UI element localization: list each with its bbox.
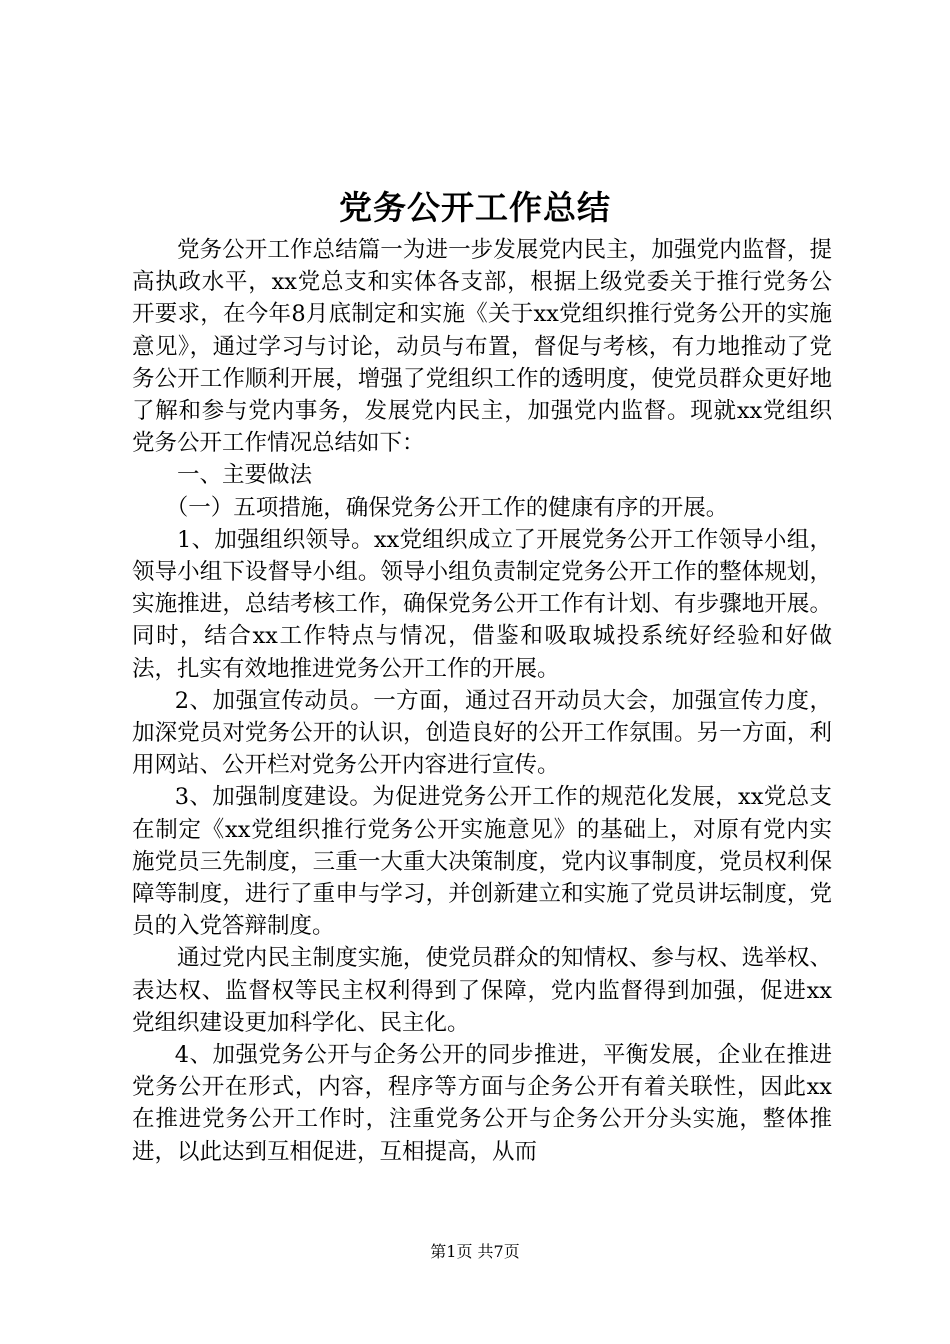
paragraph-item-2: 2、加强宣传动员。一方面，通过召开动员大会，加强宣传力度，加深党员对党务公开的认识，创造良好的公开工作氛围。另一方面，利用网站、公开栏对党务公开内容进行宣传。 — [132, 687, 832, 779]
document-title: 党务公开工作总结 — [339, 188, 611, 227]
paragraph-item-3: 3、加强制度建设。为促进党务公开工作的规范化发展，xx党总支在制定《xx党组织推行党务公开实施意见》的基础上，对原有党内实施党员三先制度，三重一大重大决策制度，党内议事制度，党员权利保障等制度，进行了重申与学习，并创新建立和实施了党员讲坛制度，党员的入党答辩制度。 — [132, 784, 832, 940]
paragraph-item-4: 4、加强党务公开与企务公开的同步推进，平衡发展，企业在推进党务公开在形式，内容，程序等方面与企务公开有着关联性，因此xx在推进党务公开工作时，注重党务公开与企务公开分头实施，整体推进，以此达到互相促进，互相提高，从而 — [132, 1042, 832, 1165]
subsection-heading: （一）五项措施，确保党务公开工作的健康有序的开展。 — [165, 494, 729, 521]
section-heading: 一、主要做法 — [177, 462, 313, 489]
document-body — [132, 234, 832, 1168]
paragraph-democracy: 通过党内民主制度实施，使党员群众的知情权、参与权、选举权、表达权、监督权等民主权利得到了保障，党内监督得到加强，促进xx党组织建设更加科学化、民主化。 — [132, 945, 832, 1036]
page-footer: 第1页 共7页 — [430, 1242, 520, 1261]
paragraph-intro: 党务公开工作总结篇一为进一步发展党内民主，加强党内监督，提高执政水平，xx党总支和实体各支部，根据上级党委关于推行党务公开要求，在今年8月底制定和实施《关于xx党组织推行党务公开的实施意见》，通过学习与讨论，动员与布置，督促与考核，有力地推动了党务公开工作顺利开展，增强了党组织工作的透明度，使党员群众更好地了解和参与党内事务，发展党内民主，加强党内监督。现就xx党组织党务公开工作情况总结如下： — [132, 237, 832, 457]
paragraph-item-1: 1、加强组织领导。xx党组织成立了开展党务公开工作领导小组，领导小组下设督导小组。领导小组负责制定党务公开工作的整体规划，实施推进，总结考核工作，确保党务公开工作有计划、有步骤地开展。同时，结合xx工作特点与情况，借鉴和吸取城投系统好经验和好做法，扎实有效地推进党务公开工作的开展。 — [132, 526, 832, 682]
